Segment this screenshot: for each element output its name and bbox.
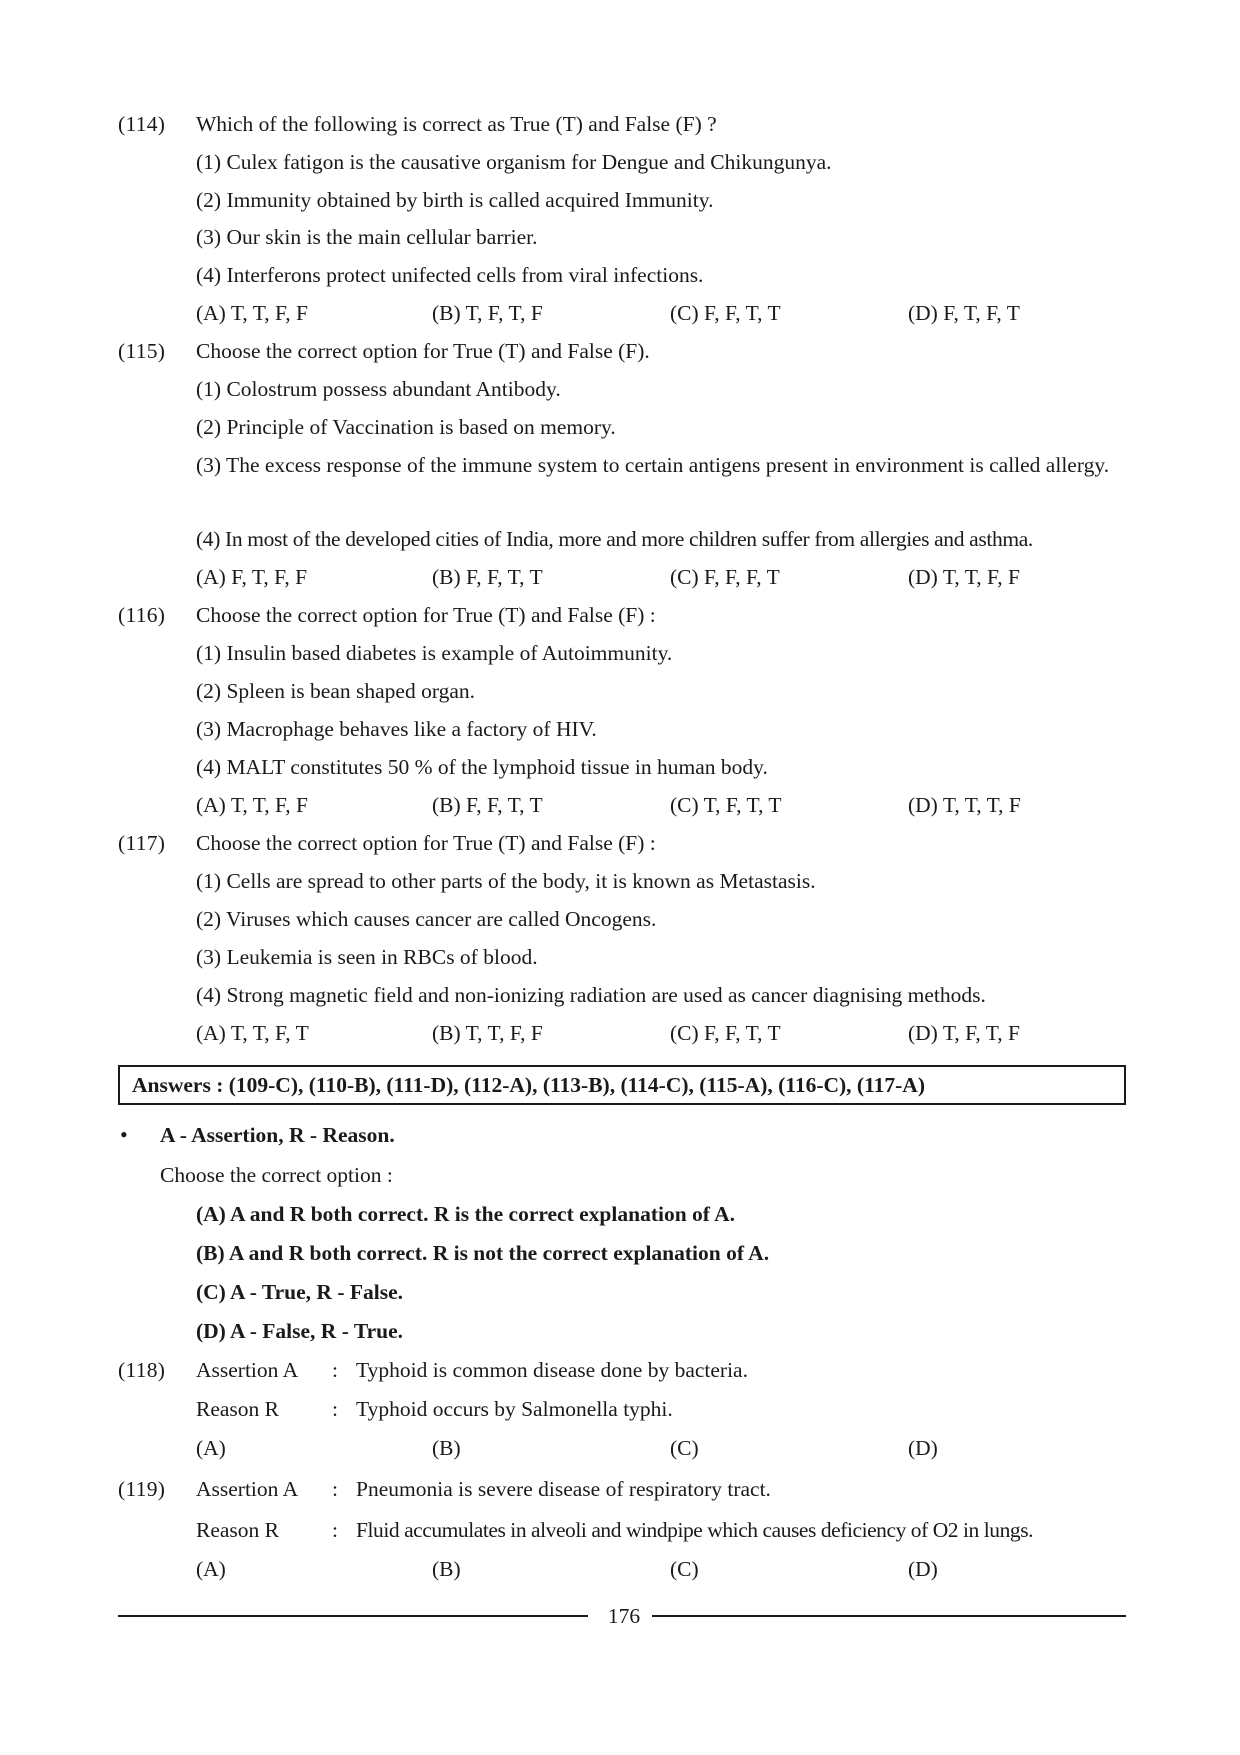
question-prompt: Choose the correct option for True (T) and False (F) : xyxy=(196,831,656,855)
option-a: (A) xyxy=(196,1436,226,1460)
option-c: (C) T, F, T, T xyxy=(670,793,782,817)
question-prompt: Which of the following is correct as True (T) and False (F) ? xyxy=(196,112,717,136)
statement: (3) Macrophage behaves like a factory of HIV. xyxy=(196,717,597,741)
reason-label: Reason R xyxy=(196,1397,280,1421)
option-c: (C) F, F, F, T xyxy=(670,565,780,589)
section-instruction: Choose the correct option : xyxy=(160,1163,393,1187)
answers-box xyxy=(118,1065,1126,1105)
question-number: (116) xyxy=(118,603,166,627)
statement: (2) Immunity obtained by birth is called acquired Immunity. xyxy=(196,188,714,212)
option-a: (A) T, T, F, T xyxy=(196,1021,309,1045)
assertion-text: Typhoid is common disease done by bacteria. xyxy=(356,1358,748,1382)
choice-b: (B) A and R both correct. R is not the correct explanation of A. xyxy=(196,1241,770,1265)
question-prompt: Choose the correct option for True (T) and False (F). xyxy=(196,339,650,363)
statement: (2) Principle of Vaccination is based on memory. xyxy=(196,415,616,439)
option-b: (B) xyxy=(432,1436,461,1460)
reason-text: Typhoid occurs by Salmonella typhi. xyxy=(356,1397,673,1421)
statement: (2) Viruses which causes cancer are called Oncogens. xyxy=(196,907,657,931)
statement: (1) Culex fatigon is the causative organism for Dengue and Chikungunya. xyxy=(196,150,832,174)
statement: (3) Leukemia is seen in RBCs of blood. xyxy=(196,945,538,969)
assertion-text: Pneumonia is severe disease of respiratory tract. xyxy=(356,1477,771,1501)
choice-d: (D) A - False, R - True. xyxy=(196,1319,404,1343)
colon: : xyxy=(332,1477,338,1501)
statement: (4) Interferons protect unifected cells from viral infections. xyxy=(196,263,704,287)
statement: (4) MALT constitutes 50 % of the lymphoid tissue in human body. xyxy=(196,755,768,779)
bullet-icon: • xyxy=(120,1122,128,1147)
assertion-label: Assertion A xyxy=(196,1358,299,1382)
option-a: (A) xyxy=(196,1557,226,1581)
statement: (4) In most of the developed cities of India, more and more children suffer from allergies and asthma. xyxy=(196,527,1033,551)
option-c: (C) xyxy=(670,1436,699,1460)
option-d: (D) xyxy=(908,1557,938,1581)
colon: : xyxy=(332,1518,338,1542)
option-a: (A) T, T, F, F xyxy=(196,301,308,325)
option-b: (B) T, F, T, F xyxy=(432,301,543,325)
footer-rule-left xyxy=(118,1615,588,1617)
option-a: (A) F, T, F, F xyxy=(196,565,308,589)
colon: : xyxy=(332,1397,338,1421)
statement: (1) Cells are spread to other parts of the body, it is known as Metastasis. xyxy=(196,869,816,893)
assertion-label: Assertion A xyxy=(196,1477,299,1501)
answers-text: Answers : (109-C), (110-B), (111-D), (112-A), (113-B), (114-C), (115-A), (116-C), (117-A) xyxy=(132,1073,925,1097)
question-number: (118) xyxy=(118,1358,166,1382)
option-a: (A) T, T, F, F xyxy=(196,793,308,817)
option-b: (B) F, F, T, T xyxy=(432,565,543,589)
question-number: (114) xyxy=(118,112,166,136)
colon: : xyxy=(332,1358,338,1382)
option-d: (D) xyxy=(908,1436,938,1460)
choice-a: (A) A and R both correct. R is the correct explanation of A. xyxy=(196,1202,736,1226)
option-d: (D) T, T, F, F xyxy=(908,565,1020,589)
question-number: (117) xyxy=(118,831,166,855)
statement: (3) The excess response of the immune system to certain antigens present in environment is called allergy. xyxy=(196,453,1110,477)
page-number: 176 xyxy=(607,1604,641,1628)
statement: (3) Our skin is the main cellular barrier. xyxy=(196,225,538,249)
option-b: (B) T, T, F, F xyxy=(432,1021,543,1045)
footer-rule-right xyxy=(652,1615,1126,1617)
statement: (1) Insulin based diabetes is example of Autoimmunity. xyxy=(196,641,673,665)
question-number: (115) xyxy=(118,339,166,363)
option-d: (D) T, T, T, F xyxy=(908,793,1021,817)
option-d: (D) T, F, T, F xyxy=(908,1021,1020,1045)
option-c: (C) F, F, T, T xyxy=(670,301,781,325)
reason-text: Fluid accumulates in alveoli and windpipe which causes deficiency of O2 in lungs. xyxy=(356,1518,1034,1542)
statement: (4) Strong magnetic field and non-ionizing radiation are used as cancer diagnising methods. xyxy=(196,983,986,1007)
option-c: (C) F, F, T, T xyxy=(670,1021,781,1045)
section-heading: A - Assertion, R - Reason. xyxy=(160,1123,395,1147)
statement: (1) Colostrum possess abundant Antibody. xyxy=(196,377,561,401)
statement: (2) Spleen is bean shaped organ. xyxy=(196,679,476,703)
question-number: (119) xyxy=(118,1477,166,1501)
option-c: (C) xyxy=(670,1557,699,1581)
choice-c: (C) A - True, R - False. xyxy=(196,1280,404,1304)
option-b: (B) F, F, T, T xyxy=(432,793,543,817)
option-b: (B) xyxy=(432,1557,461,1581)
question-prompt: Choose the correct option for True (T) and False (F) : xyxy=(196,603,656,627)
reason-label: Reason R xyxy=(196,1518,280,1542)
option-d: (D) F, T, F, T xyxy=(908,301,1020,325)
